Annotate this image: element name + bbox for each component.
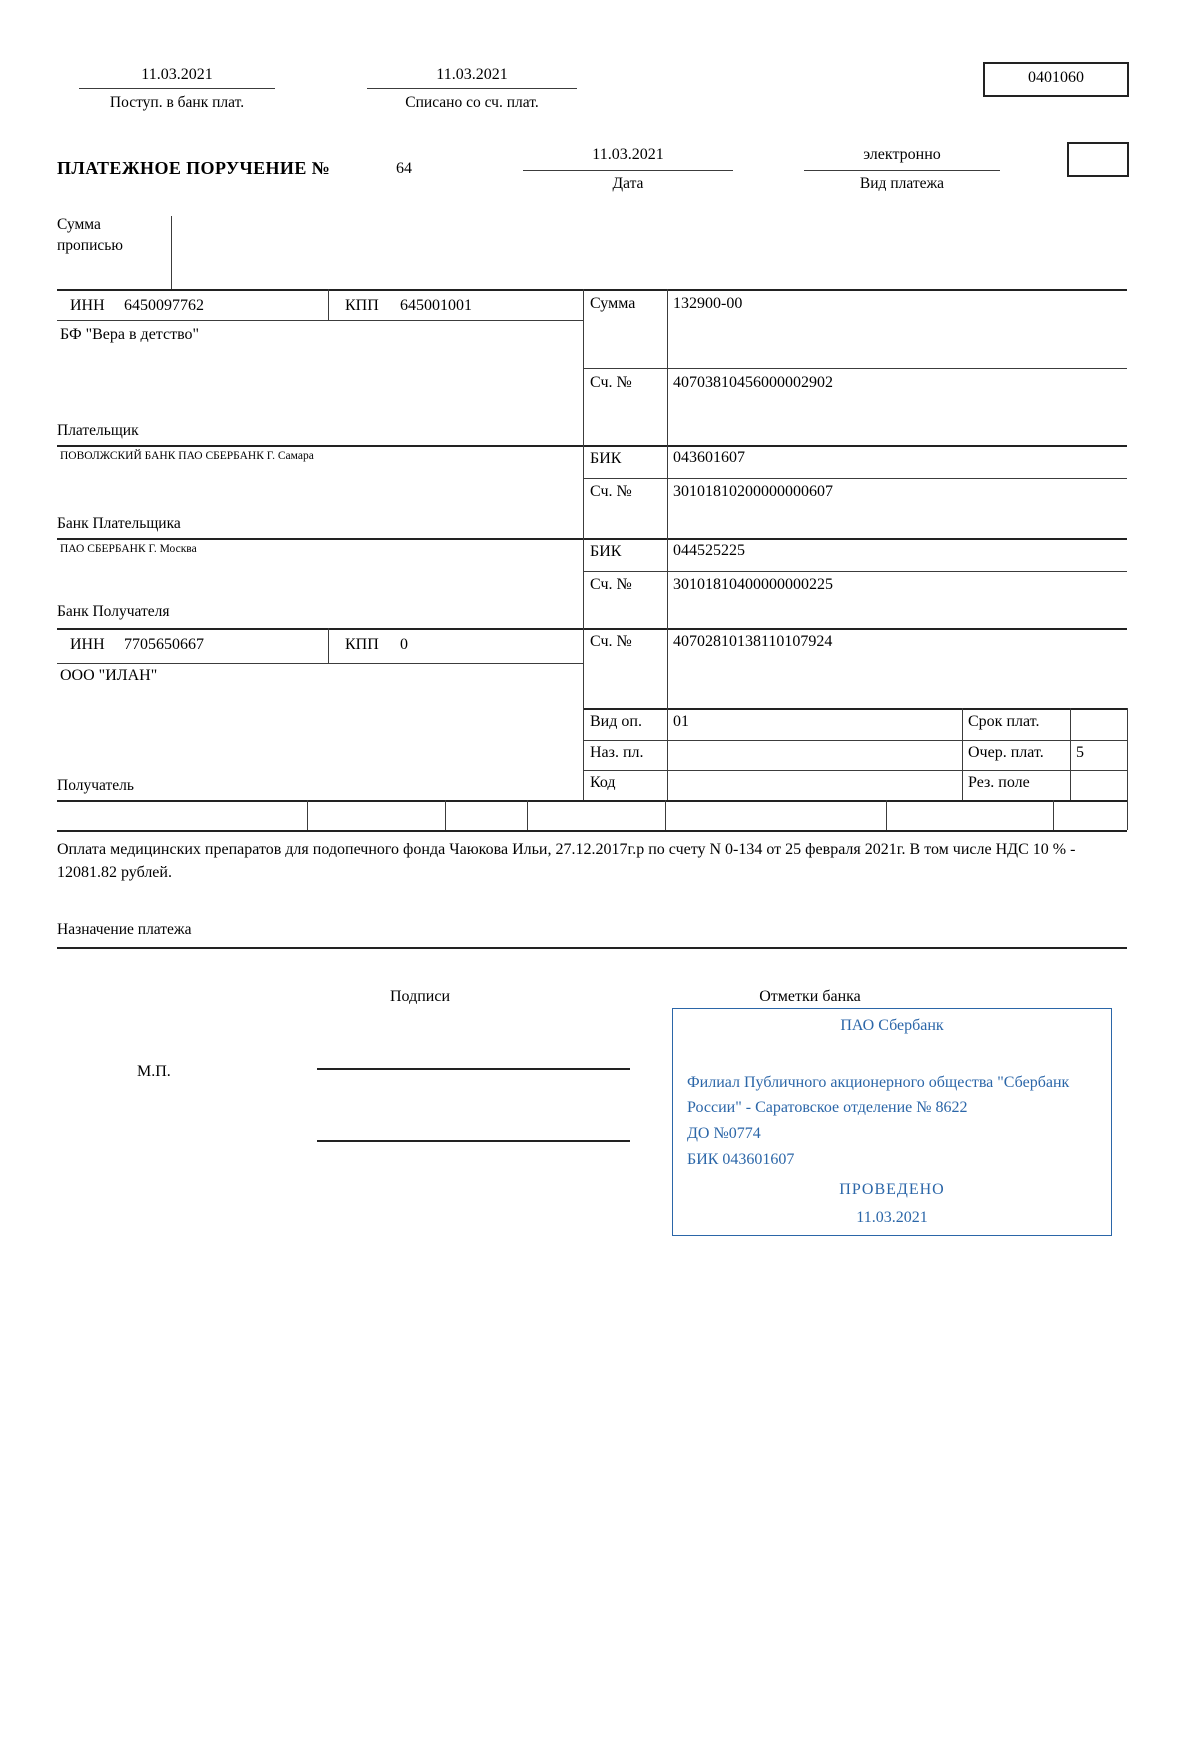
grid-line [307,800,308,830]
payer-inn-value: 6450097762 [124,297,204,314]
stamp-date: 11.03.2021 [856,1209,928,1226]
payee-bank-account-value: 30101810400000000225 [673,576,833,593]
grid-line [667,289,668,800]
priority-value: 5 [1076,744,1084,761]
payee-name: ООО "ИЛАН" [60,667,158,684]
payee-bank-account-label: Сч. № [590,576,632,593]
grid-line [57,320,583,321]
grid-line [1070,708,1071,800]
payment-kind-label: Вид платежа [859,175,945,192]
payee-bank-name: ПАО СБЕРБАНК Г. Москва [60,543,197,555]
payer-bank-account-label: Сч. № [590,483,632,500]
amount-label: Сумма [590,295,636,312]
grid-line [962,708,963,800]
form-code-box [983,62,1129,97]
grid-line [57,830,1127,832]
bank-marks-label: Отметки банка [759,988,861,1005]
purpose-code-label: Наз. пл. [590,744,644,761]
payment-kind-value: электронно [863,146,941,163]
payee-bank-bik-label: БИК [590,543,622,560]
payee-inn-value: 7705650667 [124,636,204,653]
grid-line [57,538,1127,540]
code-label: Код [590,774,616,791]
status-code-box [1067,142,1129,177]
amount-words-label-2: прописью [57,237,123,254]
payer-section-label: Плательщик [57,422,139,439]
due-date-label: Срок плат. [968,713,1040,730]
grid-line [583,740,1127,741]
payee-kpp-label: КПП [345,636,379,653]
grid-line [583,708,1127,710]
stamp-branch: Филиал Публичного акционерного общества "Сбербанк России" - Саратовское отделение № 8622 [687,1074,1070,1116]
grid-line [57,445,1127,447]
signature-line-1 [317,1068,630,1070]
signatures-label: Подписи [389,988,451,1005]
grid-line [583,770,1127,771]
grid-line [57,663,583,664]
payer-bank-section-label: Банк Плательщика [57,515,181,532]
received-date-line [79,88,275,89]
payment-kind-line [804,170,1000,171]
payer-account-value: 40703810456000002902 [673,374,833,391]
grid-line [1053,800,1054,830]
stamp-office: ДО №0774 [687,1125,761,1142]
document-date-line [523,170,733,171]
grid-line [57,289,1127,291]
grid-line [886,800,887,830]
payee-inn-label: ИНН [70,636,105,653]
grid-line [57,800,1127,802]
op-type-label: Вид оп. [590,713,642,730]
payee-section-label: Получатель [57,777,134,794]
received-date-value: 11.03.2021 [141,66,213,83]
payer-bank-bik-label: БИК [590,450,622,467]
payee-bank-bik-value: 044525225 [673,542,745,559]
op-type-value: 01 [673,713,689,730]
bank-stamp-box [672,1008,1112,1236]
grid-line [583,478,1127,479]
payee-account-value: 40702810138110107924 [673,633,833,650]
payer-inn-label: ИНН [70,297,105,314]
payee-kpp-value: 0 [400,636,408,653]
payer-account-label: Сч. № [590,374,632,391]
grid-line [57,628,1127,630]
document-date-label: Дата [612,175,644,192]
stamp-bank-name: ПАО Сбербанк [840,1017,944,1034]
payer-kpp-label: КПП [345,297,379,314]
payer-bank-name: ПОВОЛЖСКИЙ БАНК ПАО СБЕРБАНК Г. Самара [60,450,314,462]
amount-value: 132900-00 [673,295,743,312]
grid-line [583,571,1127,572]
payee-account-label: Сч. № [590,633,632,650]
signature-line-2 [317,1140,630,1142]
stamp-status: ПРОВЕДЕНО [839,1181,945,1198]
received-date-label: Поступ. в банк плат. [109,94,245,111]
debited-date-value: 11.03.2021 [436,66,508,83]
grid-line [328,289,329,320]
amount-words-divider [171,216,172,289]
debited-date-line [367,88,577,89]
debited-date-label: Списано со сч. плат. [405,94,539,111]
document-number: 64 [396,160,412,177]
payee-bank-section-label: Банк Получателя [57,603,170,620]
grid-line [583,368,1127,369]
grid-line [665,800,666,830]
stamp-bik: БИК 043601607 [687,1151,795,1168]
grid-line [445,800,446,830]
form-code-value: 0401060 [1028,69,1084,86]
amount-words-label-1: Сумма [57,216,101,233]
grid-line [328,628,329,663]
stamp-place-label: М.П. [137,1063,171,1080]
grid-line [527,800,528,830]
grid-line [1127,708,1128,830]
document-title: ПЛАТЕЖНОЕ ПОРУЧЕНИЕ № [57,158,331,178]
payer-name: БФ "Вера в детство" [60,326,200,343]
purpose-underline [57,947,1127,949]
document-date-value: 11.03.2021 [592,146,664,163]
reserve-field-label: Рез. поле [968,774,1030,791]
grid-line [583,289,584,800]
payer-bank-account-value: 30101810200000000607 [673,483,833,500]
priority-label: Очер. плат. [968,744,1044,761]
payer-bank-bik-value: 043601607 [673,449,745,466]
payment-purpose-text: Оплата медицинских препаратов для подопечного фонда Чаюкова Ильи, 27.12.2017г.р по счету N 0-134 от 25 февраля 2021г. В том числе НДС 10 % - 12081.82 рублей. [57,841,1076,882]
payment-purpose-label: Назначение платежа [57,921,192,938]
payer-kpp-value: 645001001 [400,297,472,314]
